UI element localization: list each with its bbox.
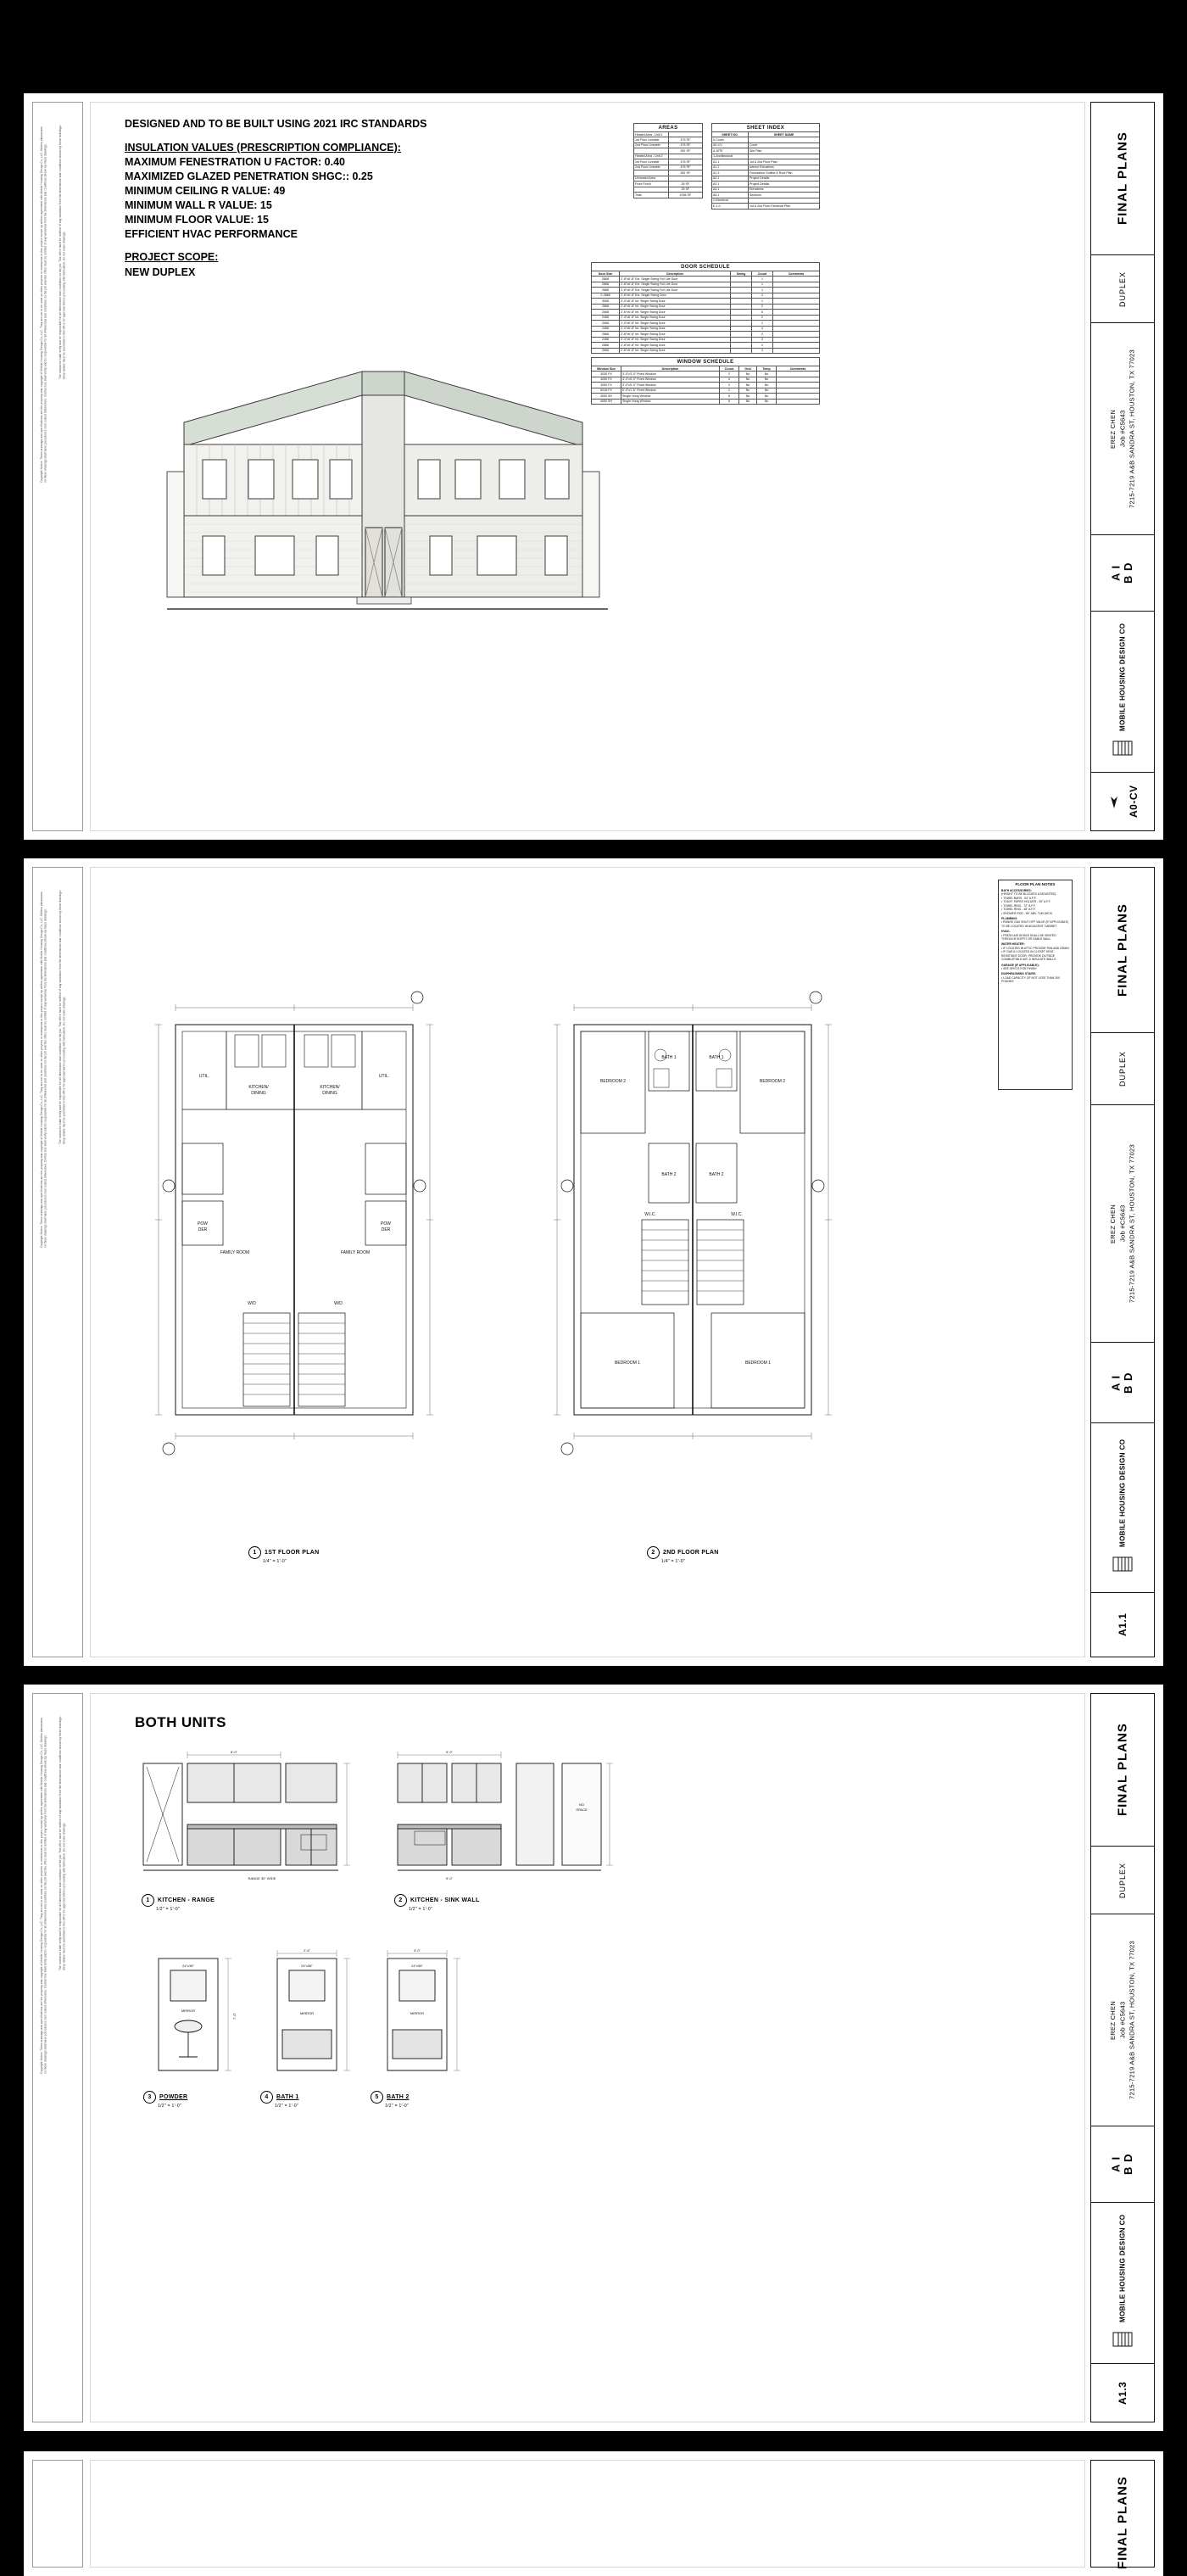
detail-scale-5: 1/2" = 1'-0" <box>385 2104 409 2109</box>
table-row: 3068 3'-0"x6'-8" Int. Single Swing Door 1 <box>592 299 820 304</box>
table-row: 6016 FX 6'-0"x1'-6" Fixed Window 2 No No <box>592 388 820 393</box>
title-block-sheet1 <box>1090 102 1155 831</box>
notes-line-3-0: • IF LOCATED IN ATTIC PROVIDE PAN AND DRAIN <box>1001 946 1069 950</box>
insulation-line-2: MINIMUM CEILING R VALUE: 49 <box>125 185 286 197</box>
company-logo-icon-2 <box>1112 1554 1134 1576</box>
table-row: A-SITE Site Plan <box>712 148 820 154</box>
svg-text:W/D: W/D <box>248 1301 256 1306</box>
door-schedule-wrap <box>591 262 820 354</box>
svg-text:BATH 1: BATH 1 <box>661 1055 677 1060</box>
detail-title-1 <box>142 1894 215 1912</box>
duplex-label: DUPLEX <box>1118 271 1127 307</box>
detail-number-2: 2 <box>394 1894 407 1907</box>
insulation-line-4: MINIMUM FLOOR VALUE: 15 <box>125 214 269 226</box>
svg-text:BEDROOM 2: BEDROOM 2 <box>759 1079 786 1084</box>
svg-text:FAMILY ROOM: FAMILY ROOM <box>220 1250 250 1255</box>
svg-text:24"x36": 24"x36" <box>301 1964 313 1968</box>
kitchen-range-elevation <box>135 1746 381 1882</box>
svg-text:W.I.C.: W.I.C. <box>644 1212 656 1217</box>
detail-scale-1: 1/2" = 1'-0" <box>156 1907 180 1912</box>
svg-text:7'-0": 7'-0" <box>232 2013 237 2020</box>
sheet-number-3: A1.3 <box>1117 2381 1128 2405</box>
irc-standard-header: DESIGNED AND TO BE BUILT USING 2021 IRC STANDARDS <box>125 118 427 130</box>
table-row: A3.1 Elevations <box>712 187 820 192</box>
areas-table-title: AREAS <box>633 123 703 131</box>
next-sheet-drawing-area <box>90 2460 1085 2568</box>
final-plans-label-4: FINAL PLANS <box>1115 2476 1130 2570</box>
sheet-floor-plans <box>24 858 1163 1666</box>
left-fineprint-strip-4 <box>32 2460 83 2568</box>
table-row: 2668 2'-6"x6'-8" Int. Single Swing Door 3 <box>592 348 820 353</box>
svg-text:FAMILY ROOM: FAMILY ROOM <box>340 1250 371 1255</box>
svg-text:BEDROOM 2: BEDROOM 2 <box>599 1079 627 1084</box>
window-schedule-wrap <box>591 357 820 405</box>
notes-line-5-0: • LOAD CAPACITY OF NOT LESS THAN 300 POUNDS <box>1001 975 1060 984</box>
unit-label-top: A I <box>1109 564 1123 582</box>
detail-scale-2: 1/2" = 1'-0" <box>409 1907 432 1912</box>
floor-plan-drawing-area <box>90 867 1085 1657</box>
window-schedule-table <box>591 357 820 405</box>
plan-scale-2: 1/4" = 1'-0" <box>661 1559 685 1564</box>
door-schedule-title: DOOR SCHEDULE <box>591 262 820 271</box>
svg-text:DER: DER <box>198 1227 208 1232</box>
table-row: 2-2868 2'-8"x6'-8" Ext. Single Swing Door 2 <box>592 293 820 298</box>
notes-line-1-0: • RANGE GAS SHUT OFF VALVE (IF APPLICABLE) TO BE LOCATED IN ADJACENT CABINET <box>1001 920 1069 928</box>
insulation-line-0: MAXIMUM FENESTRATION U FACTOR: 0.40 <box>125 156 345 168</box>
copyright-note-3: Copyright Notice: These drawings and specifications are the property and copyright of Mobile Housing Design Co, LLC. They are not to be used on other projects or extensions to this project except by written agreement with Mobile Housing Design Co, LLC. Written dimensions on these drawings shall have precedence over scaled dimensions. Contractors shall verify and be responsible for all dimensions and conditions on the job and this office must be notified of any variations from the dimensions and conditions shown by these drawings. <box>40 1718 47 2074</box>
table-row: 3050 FX 3'-0"x5'-0" Fixed Window 2 No No <box>592 383 820 388</box>
svg-text:UTIL.: UTIL. <box>378 1074 390 1079</box>
detail-label-3: POWDER <box>159 2094 188 2100</box>
table-row: 2nd Floor Liveable 476 SF <box>634 165 703 170</box>
window-schedule-title: WINDOW SCHEDULE <box>591 357 820 366</box>
contractor-note: The contractor shall verify and be responsible for all dimensions and conditions on the job. This office must be notified of any variations from the dimensions and conditions shown by these drawings. Shop details must be submitted to this office for approval before proceeding with fabrication. Do not scale drawings. <box>59 125 66 379</box>
final-plans-label-3: FINAL PLANS <box>1115 1723 1130 1817</box>
detail-label-2: KITCHEN - SINK WALL <box>410 1897 480 1903</box>
title-block-sheet2 <box>1090 867 1155 1657</box>
svg-text:MIRROR: MIRROR <box>181 2009 196 2013</box>
table-row: 2868 2'-8"x6'-8" Int. Single Swing Door 2 <box>592 304 820 309</box>
notes-line-2-0: • FRESH AIR INTAKE SHALL BE VENTED THROUGH SOFFIT OR GABLE WALL <box>1001 933 1056 942</box>
final-plans-label: FINAL PLANS <box>1115 131 1130 226</box>
sheet-number: A0-CV <box>1128 785 1140 819</box>
table-row: E-1.0 1st & 2nd Floor Electrical Plan <box>712 204 820 209</box>
floor-plan-notes <box>998 880 1073 1090</box>
detail-label-5: BATH 2 <box>387 2094 410 2100</box>
table-row: 2068 2'-0"x6'-8" Int. Single Swing Door 1 <box>592 321 820 326</box>
svg-text:DER: DER <box>381 1227 391 1232</box>
notes-line-3-1: • IF GAS & LOCATED IN CLOSET HEAT-RESISTANT DOOR, PROVIDE OUTSIDE COMBUSTIBLE AIR, & INSULATE WALLS <box>1001 950 1056 962</box>
unit-label-top-2: A I <box>1109 1374 1123 1391</box>
insulation-values-block <box>125 142 401 240</box>
table-row: A2.1 Project Details <box>712 176 820 181</box>
project-scope-text: NEW DUPLEX <box>125 266 196 278</box>
insulation-heading: INSULATION VALUES (PRESCRIPTION COMPLIANCE): <box>125 142 401 154</box>
svg-text:POW: POW <box>198 1221 208 1227</box>
svg-text:BATH 2: BATH 2 <box>709 1172 724 1177</box>
table-row: 2868 2'-8"x6'-8" Ext. Single Swing Full Lite Door 1 <box>592 282 820 287</box>
notes-head-1: PLUMBING: <box>1001 916 1018 920</box>
notes-line-0-5: • SHOWER ROD - 80" ABV. TUB DECK <box>1001 911 1053 915</box>
areas-table <box>633 123 703 198</box>
table-row: 2868 2'-8"x6'-8" Ext. Single Swing Full Lite Door 1 <box>592 288 820 293</box>
both-units-title: BOTH UNITS <box>135 1714 226 1730</box>
table-row: Total 1936 SF <box>634 193 703 198</box>
table-header-row: Window Size Description Count Grid Temp Comments <box>592 366 820 372</box>
table-row: Heated Area - Unit 2 <box>634 154 703 159</box>
copyright-note: Copyright Notice: These drawings and specifications are the property and copyright of Mobile Housing Design Co, LLC. They are not to be used on other projects or extensions to this project except by written agreement with Mobile Housing Design Co, LLC. Written dimensions on these drawings shall have precedence over scaled dimensions. Contractors shall verify and be responsible for all dimensions and conditions on the job and this office must be notified of any variations from the dimensions and conditions shown by these drawings. <box>40 126 47 483</box>
sheet-interior-elevations <box>24 1685 1163 2431</box>
detail-title-4 <box>260 2091 299 2109</box>
svg-text:8'-0": 8'-0" <box>231 1750 237 1754</box>
svg-text:9'-0": 9'-0" <box>446 1876 453 1880</box>
project-address-3: 7215-7219 A&B SANDRA ST, HOUSTON, TX 77023 <box>1128 1941 1136 2099</box>
svg-text:POW: POW <box>381 1221 391 1227</box>
unit-label-top-3: A I <box>1109 2155 1123 2173</box>
client-name: EREZ CHEN <box>1109 409 1117 449</box>
detail-title-3 <box>143 2091 187 2109</box>
table-row: A1.1 1st & 2nd Floor Plan <box>712 159 820 165</box>
notes-line-0-1: • TOWEL BARS - 54" A.F.F. <box>1001 896 1037 900</box>
table-row: 0-Cover <box>712 137 820 142</box>
contractor-note-3: The contractor shall verify and be responsible for all dimensions and conditions on the job. This office must be notified of any variations from the dimensions and conditions shown by these drawings. Shop details must be submitted to this office for approval before proceeding with fabrication. Do not scale drawings. <box>59 1716 66 1970</box>
first-floor-plan-drawing <box>116 974 472 1534</box>
sheet-cover <box>24 93 1163 840</box>
left-fineprint-strip-3 <box>32 1693 83 2422</box>
notes-head-0: BATH ACCESSORIES: <box>1001 888 1032 892</box>
table-row: A1.2 Interior Elevations <box>712 165 820 170</box>
table-row: 1st Floor Liveable 476 SF <box>634 159 703 165</box>
plan-number-2: 2 <box>647 1546 660 1559</box>
duplex-label-2: DUPLEX <box>1118 1051 1127 1087</box>
title-block-sheet4 <box>1090 2460 1155 2568</box>
notes-title: FLOOR PLAN NOTES <box>1015 882 1056 886</box>
notes-head-2: HVAC: <box>1001 930 1011 934</box>
unit-label-bottom-3: B D <box>1122 2153 1134 2176</box>
svg-text:9'-0": 9'-0" <box>446 1750 453 1754</box>
table-row: A4.1 Sections <box>712 193 820 198</box>
table-row: 1-Architectural <box>712 154 820 159</box>
table-row: A1.3 Foundation Outline & Roof Plan <box>712 170 820 176</box>
table-row: A2.1 Project Details <box>712 182 820 187</box>
client-name-3: EREZ CHEN <box>1109 2000 1117 2040</box>
bath1-elevation <box>260 1948 362 2084</box>
job-number-2: Job #C5643 <box>1118 1204 1127 1243</box>
notes-head-4: GARAGE (IF APPLICABLE): <box>1001 963 1039 967</box>
company-name-3: MOBILE HOUSING DESIGN CO <box>1118 2214 1127 2323</box>
plan-title-2: 2ND FLOOR PLAN <box>663 1550 719 1556</box>
table-row: 28 SF <box>634 187 703 192</box>
svg-text:UTIL.: UTIL. <box>198 1074 210 1079</box>
svg-text:KITCHEN/: KITCHEN/ <box>248 1085 269 1090</box>
svg-text:BATH 2: BATH 2 <box>661 1172 677 1177</box>
second-floor-plan-drawing <box>515 974 871 1534</box>
company-name: MOBILE HOUSING DESIGN CO <box>1118 623 1127 732</box>
detail-number-5: 5 <box>371 2091 383 2104</box>
company-logo-icon-3 <box>1112 2329 1134 2351</box>
svg-text:SPACE: SPACE <box>576 1808 588 1812</box>
notes-line-0-4: • TOWEL RING - 48" A.F.F. <box>1001 908 1036 912</box>
detail-label-4: BATH 1 <box>276 2094 299 2100</box>
kitchen-sink-wall-elevation <box>389 1746 635 1882</box>
table-row: 2468 2'-4"x6'-8" Int. Single Swing Door 2 <box>592 315 820 320</box>
insulation-line-5: EFFICIENT HVAC PERFORMANCE <box>125 228 298 240</box>
svg-text:RANGE 30" WIDE: RANGE 30" WIDE <box>248 1876 276 1880</box>
detail-title-2 <box>394 1894 480 1912</box>
svg-text:3'-0": 3'-0" <box>414 1948 421 1953</box>
project-address-2: 7215-7219 A&B SANDRA ST, HOUSTON, TX 77023 <box>1128 1144 1136 1303</box>
table-row: 2-Electrical <box>712 198 820 203</box>
sheet-number-2: A1.1 <box>1117 1612 1128 1637</box>
insulation-line-3: MINIMUM WALL R VALUE: 15 <box>125 199 272 211</box>
table-row: 1st Floor Liveable 475 SF <box>634 137 703 142</box>
table-header-row: Door Size Description Swing Count Comments <box>592 271 820 277</box>
table-row: 2868 2'-8"x6'-8" Int. Single Swing Door 2 <box>592 332 820 337</box>
plan-number-1: 1 <box>248 1546 261 1559</box>
areas-table-body <box>634 132 703 198</box>
table-row: 2868 2'-8"x6'-8" Int. Single Swing Door 2 <box>592 343 820 348</box>
detail-number-1: 1 <box>142 1894 154 1907</box>
copyright-note-2: Copyright Notice: These drawings and specifications are the property and copyright of Mobile Housing Design Co, LLC. They are not to be used on other projects or extensions to this project except by written agreement with Mobile Housing Design Co, LLC. Written dimensions on these drawings shall have precedence over scaled dimensions. Contractors shall verify and be responsible for all dimensions and conditions on the job and this office must be notified of any variations from the dimensions and conditions shown by these drawings. <box>40 891 47 1248</box>
table-row: Unheated Area <box>634 176 703 181</box>
second-floor-plan-title <box>647 1546 719 1564</box>
left-fineprint-strip-2 <box>32 867 83 1657</box>
table-row: 2468 2'-4"x6'-8" Int. Single Swing Door 4 <box>592 326 820 331</box>
svg-text:2'-6": 2'-6" <box>304 1948 310 1953</box>
detail-scale-3: 1/2" = 1'-0" <box>158 2104 181 2109</box>
detail-number-3: 3 <box>143 2091 156 2104</box>
svg-text:MIRROR: MIRROR <box>410 2011 425 2015</box>
first-floor-plan-title <box>248 1546 319 1564</box>
svg-text:W/D: W/D <box>334 1301 343 1306</box>
plan-title-1: 1ST FLOOR PLAN <box>265 1550 320 1556</box>
svg-text:24"x36": 24"x36" <box>182 1964 194 1968</box>
svg-text:BEDROOM 1: BEDROOM 1 <box>744 1361 772 1366</box>
table-row: 2868 2'-8"x6'-8" Ext. Single Swing Full Lite Door 1 <box>592 277 820 282</box>
company-logo-icon <box>1112 738 1134 760</box>
table-row: 4050 FX 4'-0"x5'-0" Fixed Window 4 No No <box>592 377 820 382</box>
notes-line-0-0: (HEIGHT TO BE BLOCKED & MOUNTED) <box>1001 892 1056 897</box>
contractor-note-2: The contractor shall verify and be responsible for all dimensions and conditions on the job. This office must be notified of any variations from the dimensions and conditions shown by these drawings. Shop details must be submitted to this office for approval before proceeding with fabrication. Do not scale drawings. <box>59 890 66 1144</box>
notes-head-3: WATER HEATER: <box>1001 942 1025 947</box>
interior-elevations-drawing-area <box>90 1693 1085 2422</box>
svg-text:BATH 1: BATH 1 <box>709 1055 724 1060</box>
table-header-row: SHEET NO. SHEET NAME <box>712 132 820 137</box>
svg-text:W.I.C.: W.I.C. <box>731 1212 743 1217</box>
duplex-label-3: DUPLEX <box>1118 1862 1127 1898</box>
table-row: 2468 2'-4"x6'-8" Int. Single Swing Door 3 <box>592 337 820 342</box>
job-number: Job #C5643 <box>1118 410 1127 448</box>
sheet-next-partial <box>24 2451 1163 2576</box>
job-number-3: Job #C5643 <box>1118 2001 1127 2039</box>
table-row: 2nd Floor Liveable 475 SF <box>634 142 703 148</box>
front-elevation-drawing <box>150 293 625 633</box>
table-row: 3050 SH Single Hung Window 8 No No <box>592 394 820 399</box>
project-scope-heading: PROJECT SCOPE: <box>125 251 219 263</box>
table-row: A0-CV Cover <box>712 142 820 148</box>
svg-text:DINING: DINING <box>251 1091 266 1096</box>
sheet-index-wrap <box>711 123 820 210</box>
areas-table-wrap <box>633 123 703 198</box>
insulation-line-1: MAXIMIZED GLAZED PENETRATION SHGC:: 0.25 <box>125 170 373 182</box>
detail-number-4: 4 <box>260 2091 273 2104</box>
project-address: 7215-7219 A&B SANDRA ST, HOUSTON, TX 77023 <box>1128 349 1136 508</box>
unit-label-bottom: B D <box>1122 562 1134 584</box>
svg-text:NO: NO <box>579 1802 584 1807</box>
svg-text:KITCHEN/: KITCHEN/ <box>320 1085 340 1090</box>
unit-label-bottom-2: B D <box>1122 1372 1134 1394</box>
powder-elevation <box>142 1948 243 2084</box>
table-row: 3030 FX 3'-0"x3'-0" Fixed Window 2 No No <box>592 372 820 377</box>
table-row: 951 SF <box>634 170 703 176</box>
table-row: Front Porch 28 SF <box>634 182 703 187</box>
detail-title-5 <box>371 2091 410 2109</box>
bath2-elevation <box>371 1948 472 2084</box>
notes-line-4-0: • SEE SPECS FOR FINISH <box>1001 966 1037 970</box>
table-row: 4050 SH Single Hung Window 6 No No <box>592 399 820 404</box>
notes-line-0-3: • TOWEL RING - 72" A.F.F. <box>1001 903 1036 908</box>
svg-text:DINING: DINING <box>322 1091 337 1096</box>
notes-head-5: DIAPHRAGMING STAIRS: <box>1001 972 1037 976</box>
table-row: 951 SF <box>634 148 703 154</box>
sheet-index-title: SHEET INDEX <box>711 123 820 131</box>
detail-label-1: KITCHEN - RANGE <box>158 1897 215 1903</box>
left-fineprint-strip <box>32 102 83 831</box>
company-name-2: MOBILE HOUSING DESIGN CO <box>1118 1439 1127 1548</box>
plan-scale-1: 1/4" = 1'-0" <box>263 1559 287 1564</box>
door-schedule-table <box>591 262 820 354</box>
detail-scale-4: 1/2" = 1'-0" <box>275 2104 298 2109</box>
sheet-index-table <box>711 123 820 210</box>
final-plans-label-2: FINAL PLANS <box>1115 903 1130 997</box>
table-row: 2668 2'-6"x6'-8" Int. Single Swing Door 5 <box>592 310 820 315</box>
client-name-2: EREZ CHEN <box>1109 1204 1117 1243</box>
notes-line-0-2: • TOILET PAPER HOLDER - 26" A.F.F. <box>1001 900 1051 904</box>
table-row: Heated Area - Unit 1 <box>634 132 703 137</box>
svg-text:24"x36": 24"x36" <box>411 1964 423 1968</box>
svg-text:MIRROR: MIRROR <box>299 2011 315 2015</box>
sheet-cover-drawing-area <box>90 102 1085 831</box>
title-block-sheet3 <box>1090 1693 1155 2422</box>
north-arrow-icon <box>1106 793 1123 810</box>
svg-text:BEDROOM 1: BEDROOM 1 <box>614 1361 641 1366</box>
